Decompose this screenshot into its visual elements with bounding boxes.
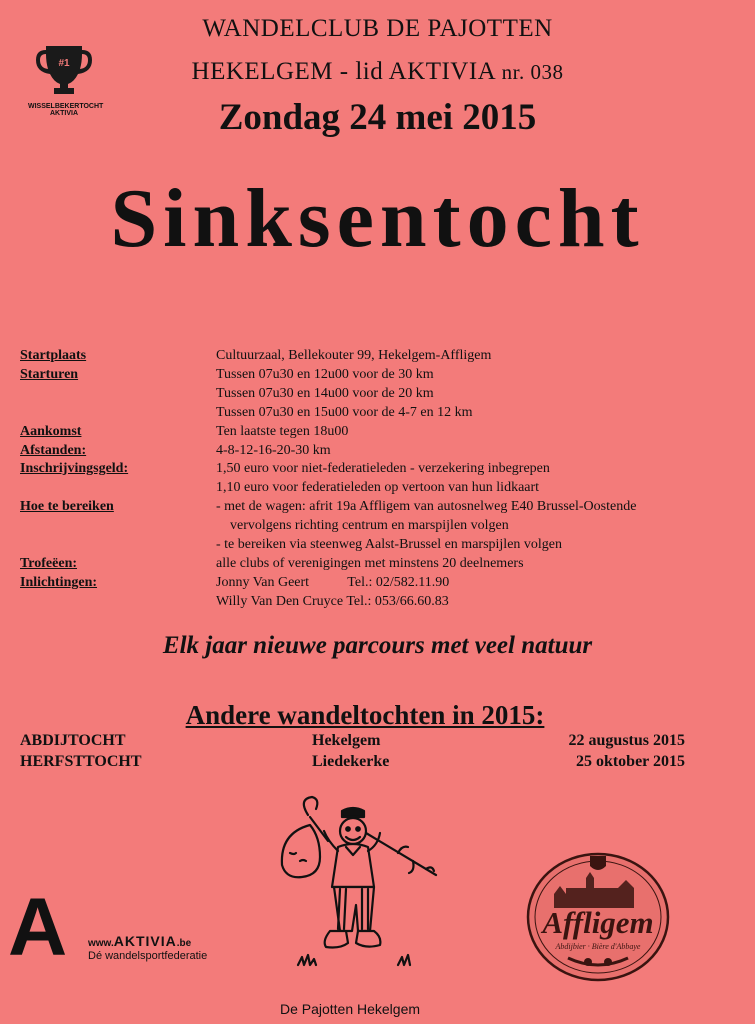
label-startplaats: Startplaats (20, 348, 87, 363)
footer-credit: De Pajotten Hekelgem (279, 1001, 421, 1017)
hiker-mascot-illustration (278, 795, 443, 975)
affligem-subtitle: Abdijbier · Bière d'Abbaye (555, 942, 641, 951)
walk-2-name: HERFSTTOCHT (20, 753, 142, 770)
event-title: Sinksentocht (110, 172, 645, 265)
value-aankomst: Ten laatste tegen 18u00 (216, 424, 349, 439)
value-afstanden: 4-8-12-16-20-30 km (216, 443, 331, 458)
value-starturen-3: Tussen 07u30 en 15u00 voor de 4-7 en 12 km (216, 405, 473, 420)
aktivia-letter: A (8, 882, 68, 973)
label-trofeeen: Trofeëen: (20, 556, 78, 571)
walk-2-place: Liedekerke (312, 753, 390, 770)
aktivia-url-name: AKTIVIA (113, 933, 177, 949)
walk-1-name: ABDIJTOCHT (20, 732, 126, 749)
affligem-seal (524, 850, 672, 984)
slogan: Elk jaar nieuwe parcours met veel natuur (162, 632, 593, 659)
club-name: WANDELCLUB DE PAJOTTEN (202, 15, 553, 42)
value-inschrijvingsgeld-2: 1,10 euro voor federatieleden op vertoon van hun lidkaart (216, 480, 540, 495)
badge-line2: AKTIVIA (50, 110, 78, 117)
value-route-1: - met de wagen: afrit 19a Affligem van autosnelweg E40 Brussel-Oostende (216, 499, 637, 514)
value-route-3: - te bereiken via steenweg Aalst-Brussel en marspijlen volgen (216, 537, 563, 552)
label-hoe-te-bereiken: Hoe te bereiken (20, 499, 114, 514)
walk-2-date: 25 oktober 2015 (575, 753, 685, 770)
label-aankomst: Aankomst (20, 424, 82, 439)
club-number: nr. 038 (501, 60, 564, 84)
badge-number: #1 (58, 58, 70, 69)
value-route-2: vervolgens richting centrum en marspijlen volgen (216, 518, 509, 533)
club-location-main: HEKELGEM - lid AKTIVIA (191, 58, 495, 85)
walk-1-place: Hekelgem (312, 732, 381, 749)
aktivia-url-suffix: .be (176, 938, 192, 949)
affligem-brand: Affligem (542, 905, 654, 940)
label-inlichtingen: Inlichtingen: (20, 575, 98, 590)
aktivia-url (88, 933, 191, 949)
club-location (0, 58, 755, 86)
value-contact-1: Jonny Van Geert Tel.: 02/582.11.90 (216, 575, 450, 590)
aktivia-tagline: Dé wandelsportfederatie (88, 950, 208, 962)
aktivia-url-prefix: www. (88, 938, 114, 949)
aktivia-logo (8, 882, 248, 973)
value-contact-2: Willy Van Den Cruyce Tel.: 053/66.60.83 (216, 594, 449, 609)
label-starturen: Starturen (20, 367, 79, 382)
value-startplaats: Cultuurzaal, Bellekouter 99, Hekelgem-Affligem (216, 348, 492, 363)
value-trofeeen: alle clubs of verenigingen met minstens 20 deelnemers (216, 556, 524, 571)
badge-line1: WISSELBEKERTOCHT (28, 103, 104, 110)
walk-1-date: 22 augustus 2015 (568, 732, 685, 749)
label-afstanden: Afstanden: (20, 443, 87, 458)
value-starturen-2: Tussen 07u30 en 14u00 voor de 20 km (216, 386, 434, 401)
value-inschrijvingsgeld-1: 1,50 euro voor niet-federatieleden - verzekering inbegrepen (216, 461, 550, 476)
event-date: Zondag 24 mei 2015 (218, 97, 537, 138)
other-walks-title: Andere wandeltochten in 2015: (185, 700, 545, 730)
value-starturen-1: Tussen 07u30 en 12u00 voor de 30 km (216, 367, 434, 382)
label-inschrijvingsgeld: Inschrijvingsgeld: (20, 461, 129, 476)
